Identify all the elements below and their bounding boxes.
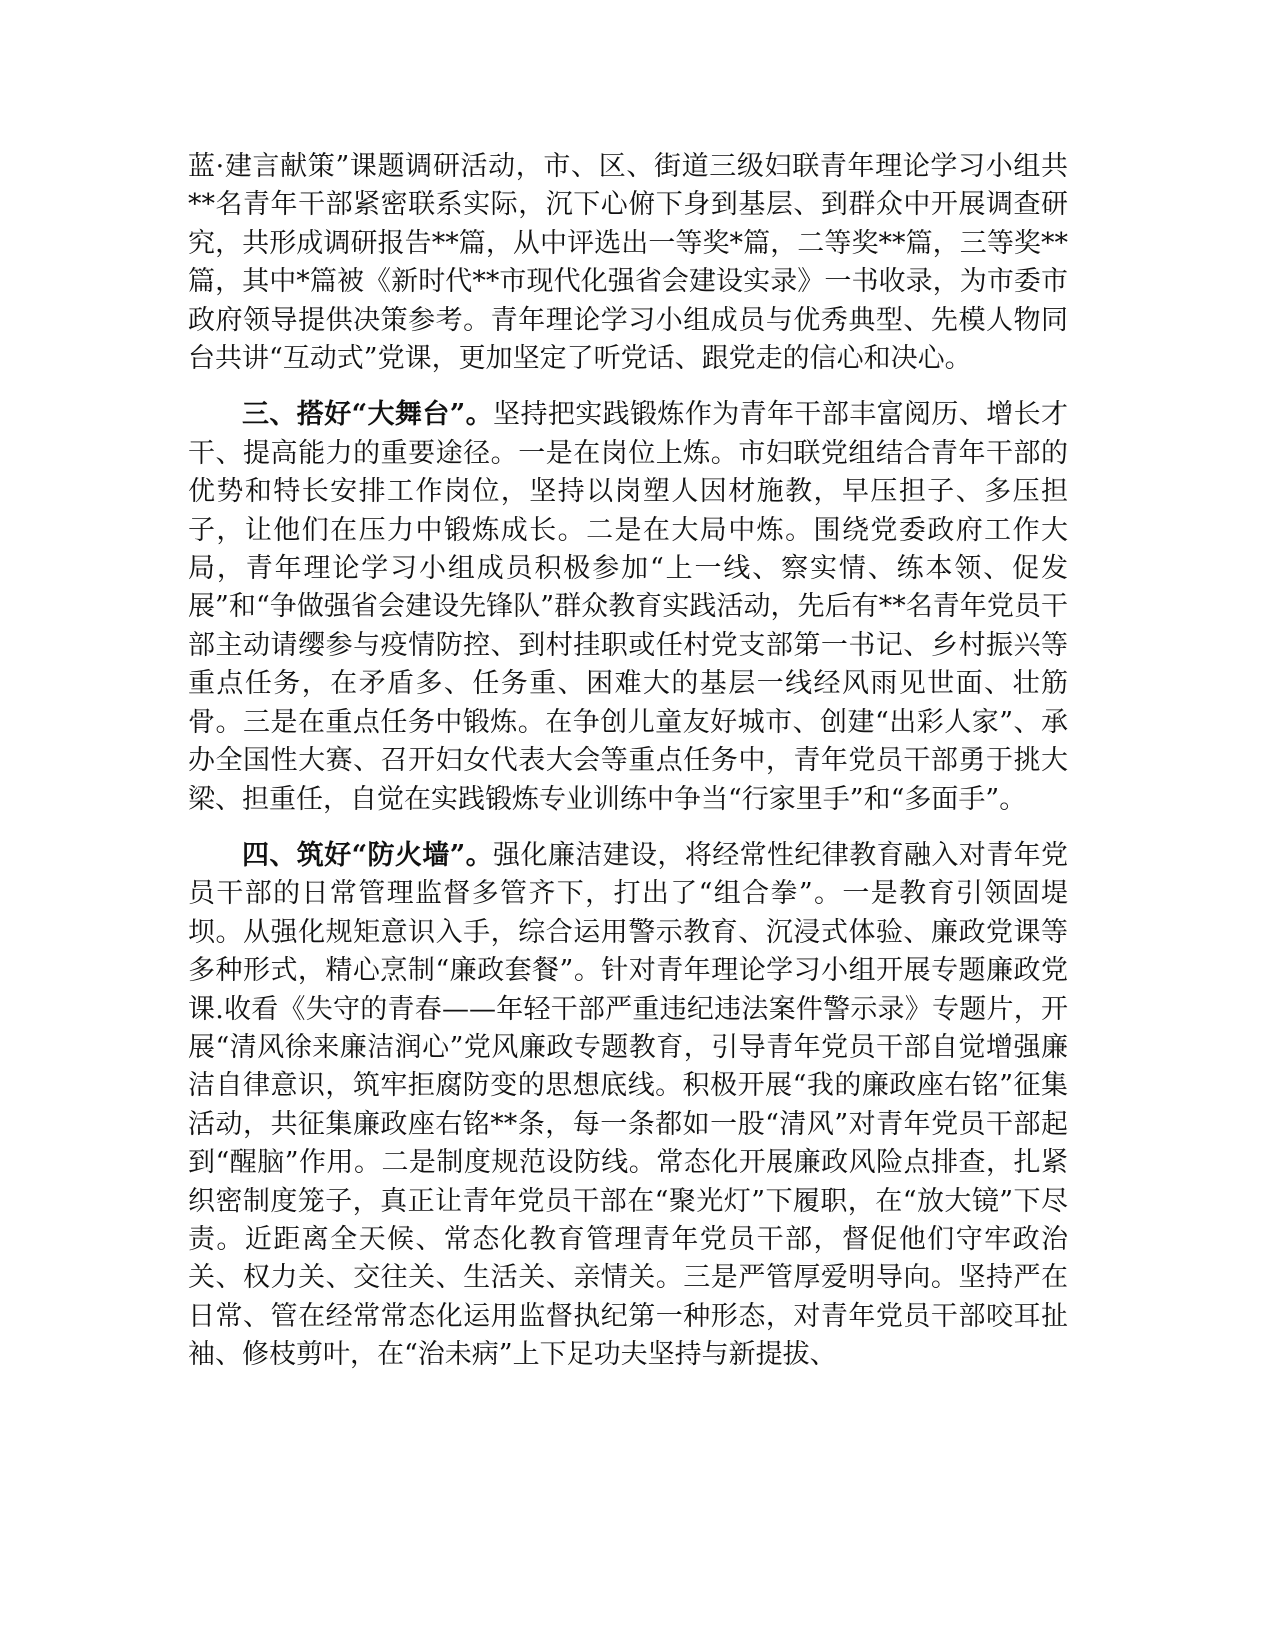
- paragraph-section-4: [188, 837, 1068, 1375]
- paragraph-text: 强化廉洁建设，将经常性纪律教育融入对青年党员干部的日常管理监督多管齐下，打出了“组合拳”。一是教育引领固堤坝。从强化规矩意识入手，综合运用警示教育、沉浸式体验、廉政党课等多种形式，精心烹制“廉政套餐”。针对青年理论学习小组开展专题廉政党课.收看《失守的青春——年轻干部严重违纪违法案件警示录》专题片，开展“清风徐来廉洁润心”党风廉政专题教育，引导青年党员干部自觉增强廉洁自律意识，筑牢拒腐防变的思想底线。积极开展“我的廉政座右铭”征集活动，共征集廉政座右铭**条，每一条都如一股“清风”对青年党员干部起到“醒脑”作用。二是制度规范设防线。常态化开展廉政风险点排查，扎紧织密制度笼子，真正让青年党员干部在“聚光灯”下履职，在“放大镜”下尽责。近距离全天候、常态化教育管理青年党员干部，督促他们守牢政治关、权力关、交往关、生活关、亲情关。三是严管厚爱明导向。坚持严在日常、管在经常常态化运用监督执纪第一种形态，对青年党员干部咬耳扯袖、修枝剪叶，在“治未病”上下足功夫坚持与新提拔、: [188, 839, 1069, 1371]
- section-heading: 三、搭好“大舞台”。: [242, 399, 494, 431]
- paragraph-section-3: [188, 396, 1068, 818]
- paragraph-gap: [188, 819, 1068, 837]
- document-body: [188, 148, 1068, 1375]
- paragraph-gap: [188, 378, 1068, 396]
- paragraph-continuation: [188, 148, 1068, 378]
- paragraph-text: 蓝·建言献策”课题调研活动，市、区、街道三级妇联青年理论学习小组共**名青年干部紧密联系实际，沉下心俯下身到基层、到群众中开展调查研究，共形成调研报告**篇，从中评选出一等奖*篇，二等奖**篇，三等奖**篇，其中*篇被《新时代**市现代化强省会建设实录》一书收录，为市委市政府领导提供决策参考。青年理论学习小组成员与优秀典型、先模人物同台共讲“互动式”党课，更加坚定了听党话、跟党走的信心和决心。: [188, 151, 1068, 375]
- paragraph-text: 坚持把实践锻炼作为青年干部丰富阅历、增长才干、提高能力的重要途径。一是在岗位上炼。市妇联党组结合青年干部的优势和特长安排工作岗位，坚持以岗塑人因材施教，早压担子、多压担子，让他们在压力中锻炼成长。二是在大局中炼。围绕党委政府工作大局，青年理论学习小组成员积极参加“上一线、察实情、练本领、促发展”和“争做强省会建设先锋队”群众教育实践活动，先后有**名青年党员干部主动请缨参与疫情防控、到村挂职或任村党支部第一书记、乡村振兴等重点任务，在矛盾多、任务重、困难大的基层一线经风雨见世面、壮筋骨。三是在重点任务中锻炼。在争创儿童友好城市、创建“出彩人家”、承办全国性大赛、召开妇女代表大会等重点任务中，青年党员干部勇于挑大梁、担重任，自觉在实践锻炼专业训练中争当“行家里手”和“多面手”。: [188, 399, 1069, 815]
- section-heading: 四、筑好“防火墙”。: [242, 839, 494, 871]
